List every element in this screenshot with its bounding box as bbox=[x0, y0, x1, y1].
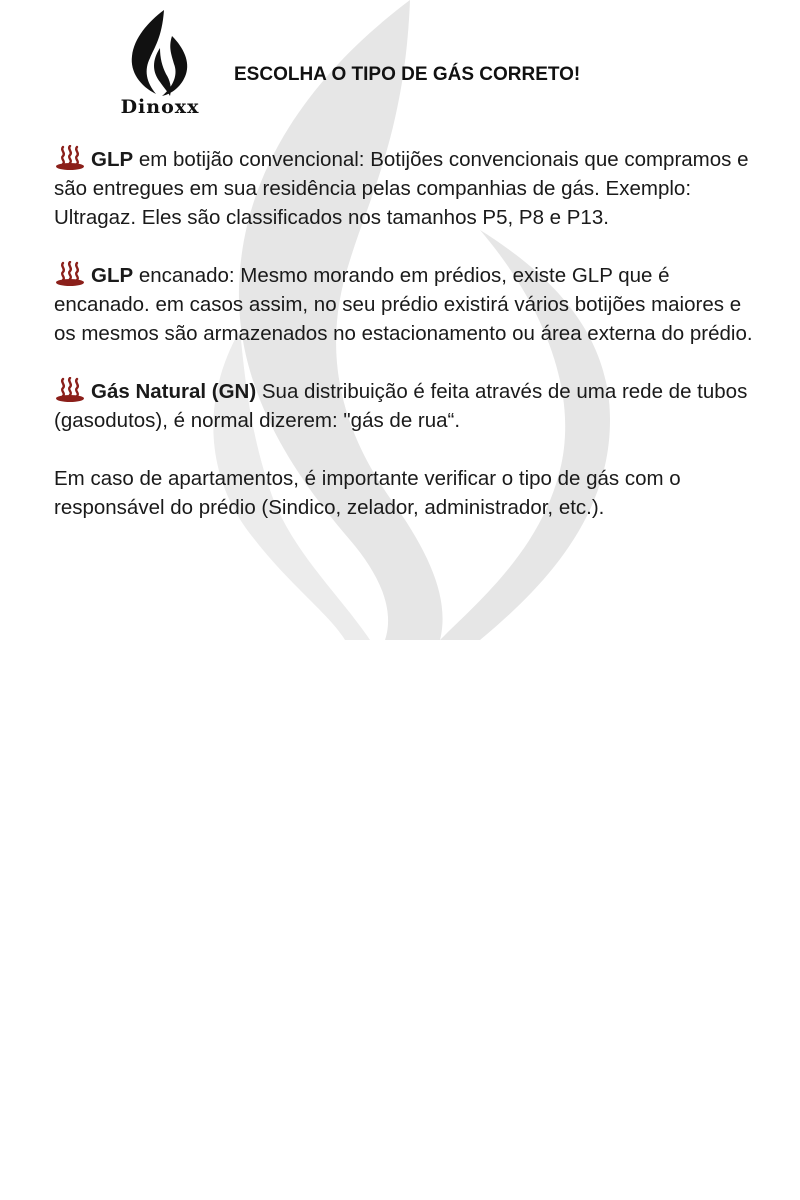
section-term: GLP bbox=[91, 264, 134, 287]
section-gas-natural bbox=[54, 377, 759, 435]
apartment-note: Em caso de apartamentos, é importante verificar o tipo de gás com o responsável do prédio (Sindico, zelador, administrador, etc.). bbox=[54, 467, 681, 519]
page-title: ESCOLHA O TIPO DE GÁS CORRETO! bbox=[234, 64, 581, 85]
content bbox=[54, 145, 759, 522]
section-glp-encanado bbox=[54, 261, 759, 348]
section-term: Gás Natural (GN) bbox=[91, 380, 257, 403]
fire-heat-icon bbox=[54, 145, 86, 171]
brand-logo bbox=[110, 6, 210, 124]
fire-heat-icon bbox=[54, 377, 86, 403]
fire-heat-icon bbox=[54, 261, 86, 287]
logo-text: Dinoxx bbox=[120, 96, 200, 118]
section-glp-botijao bbox=[54, 145, 759, 232]
section-text: Sua distribuição é feita através de uma rede de tubos (gasodutos), é normal dizerem: "gás de rua“. bbox=[54, 380, 748, 432]
section-text: encanado: Mesmo morando em prédios, existe GLP que é encanado. em casos assim, no seu prédio existirá vários botijões maiores e os mesmos são armazenados no estacionamento ou área externa do prédio. bbox=[54, 264, 753, 345]
header bbox=[110, 6, 710, 124]
section-text: em botijão convencional: Botijões convencionais que compramos e são entregues em sua residência pelas companhias de gás. Exemplo: Ultragaz. Eles são classificados nos tamanhos P5, P8 e P13. bbox=[54, 148, 749, 229]
section-term: GLP bbox=[91, 148, 134, 171]
flame-logo-icon bbox=[124, 8, 196, 98]
